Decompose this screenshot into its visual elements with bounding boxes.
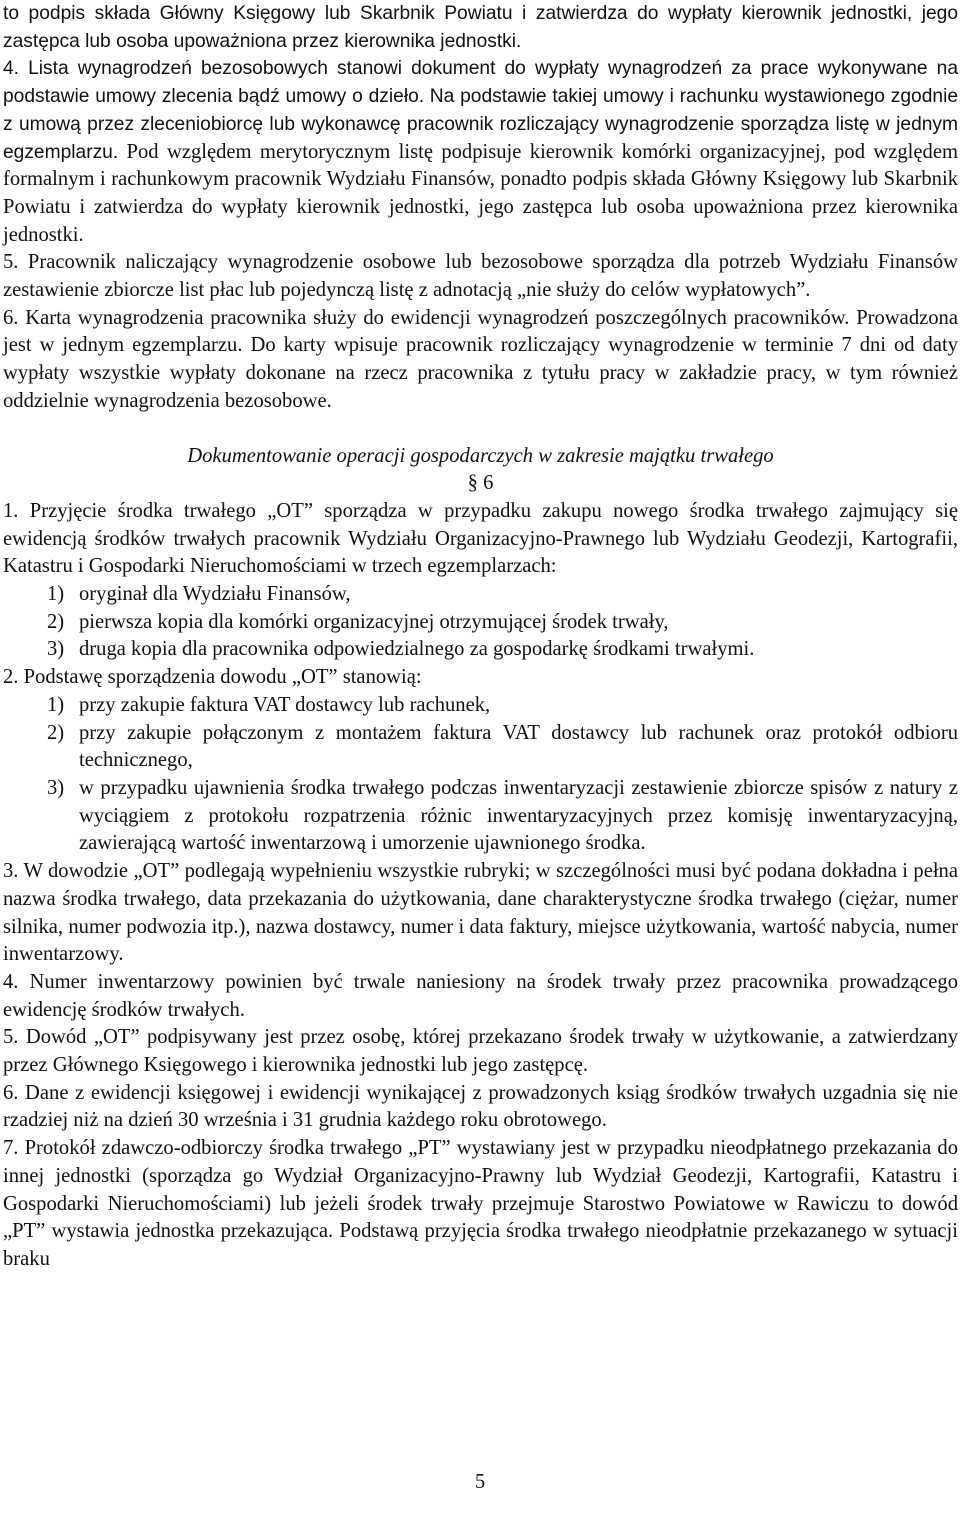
s3-paragraph: 3. W dowodzie „OT” podlegają wypełnieniu wszystkie rubryki; w szczególności musi być podana dokładna i pełna nazwa środka trwałego, data przekazania do użytkowania, dane charakterystyczne środka trwałego (ciężar, numer silnika, numer podwozia itp.), nazwa dostawcy, numer i data faktury, miejsce użytkowania, wartość nabycia, numer inwentarzowy. — [3, 860, 958, 966]
list-number: 1) — [47, 693, 65, 716]
item-6-part-b: Do karty wpisuje pracownik rozliczający wynagrodzenie w terminie 7 dni od daty wypłaty wszystkie wypłaty dokonane na rzecz pracownika z tytułu pracy w zakładzie pracy, w tym również oddzielnie wynagrodzenia bezosobowe. — [3, 334, 958, 412]
list-item — [3, 581, 958, 609]
list-text: przy zakupie faktura VAT dostawcy lub rachunek, — [79, 693, 491, 716]
s2-intro: 2. Podstawę sporządzenia dowodu „OT” stanowią: — [3, 666, 422, 689]
list-item — [3, 609, 958, 637]
list-text: pierwsza kopia dla komórki organizacyjnej otrzymującej środek trwały, — [79, 610, 669, 633]
list-text: druga kopia dla pracownika odpowiedzialnego za gospodarkę środkami trwałymi. — [79, 638, 755, 661]
s1-list — [3, 581, 958, 664]
item-4-part-c: Pod względem merytorycznym listę podpisuje kierownik komórki organizacyjnej, pod względem formalnym i rachunkowym pracownik Wydziału Finansów, ponadto podpis składa Główny Księgowy lub Skarbnik Powiatu i zatwierdza do wypłaty kierownik jednostki, jego zastępca lub osoba upoważniona przez kierownika jednostki. — [3, 140, 958, 246]
list-number: 1) — [47, 583, 65, 606]
s1-intro: 1. Przyjęcie środka trwałego „OT” sporządza w przypadku zakupu nowego środka trwałego zajmujący się ewidencją środków trwałych pracownik Wydziału Organizacyjno-Prawnego lub Wydziału Geodezji, Kartografii, Katastru i Gospodarki Nieruchomościami w trzech egzemplarzach: — [3, 499, 958, 578]
list-number: 3) — [47, 776, 65, 799]
list-item — [3, 720, 958, 775]
top-fragment: to podpis składa Główny Księgowy lub Skarbnik Powiatu i zatwierdza do wypłaty kierownik jednostki, jego zastępca lub osoba upoważniona przez kierownika jednostki. — [3, 3, 958, 52]
item-4-part-b: Na podstawie takiej umowy i rachunku wystawionego zgodnie z umową przez zleceniobiorcę lub wykonawcę pracownik rozliczający wynagrodzenie sporządza listę w jednym egzemplarzu. — [3, 86, 959, 163]
s7-paragraph: 7. Protokół zdawczo-odbiorczy środka trwałego „PT” wystawiany jest w przypadku nieodpłatnego przekazania do innej jednostki (sporządza go Wydział Organizacyjno-Prawny lub Wydział Geodezji, Kartografii, Katastru i Gospodarki Nieruchomościami) lub jeżeli środek trwały przejmuje Starostwo Powiatowe w Rawiczu to dowód „PT” wystawia jednostka przekazująca. Podstawą przyjęcia środka trwałego nieodpłatnie przekazanego w sytuacji braku — [3, 1137, 958, 1270]
s5-paragraph: 5. Dowód „OT” podpisywany jest przez osobę, której przekazano środek trwały w użytkowanie, a zatwierdzany przez Głównego Księgowego i kierownika jednostki lub jego zastępcę. — [3, 1026, 958, 1077]
section-heading: Dokumentowanie operacji gospodarczych w zakresie majątku trwałego — [187, 444, 774, 467]
item-4-part-a: 4. Lista wynagrodzeń bezosobowych stanowi dokument do wypłaty wynagrodzeń za prace wykonywane na podstawie umowy zlecenia bądź umowy o dzieło. — [3, 58, 958, 108]
list-number: 2) — [47, 721, 65, 744]
list-item — [3, 636, 958, 664]
page-number: 5 — [474, 1471, 486, 1493]
list-number: 3) — [47, 638, 65, 661]
item-6-part-a: 6. Karta wynagrodzenia pracownika służy do ewidencji wynagrodzeń poszczególnych pracowników. Prowadzona jest w jednym egzemplarzu. — [3, 306, 958, 357]
list-item — [3, 692, 958, 720]
s4-paragraph: 4. Numer inwentarzowy powinien być trwale naniesiony na środek trwały przez pracownika prowadzącego ewidencję środków trwałych. — [3, 970, 958, 1021]
list-number: 2) — [47, 610, 65, 633]
list-text: w przypadku ujawnienia środka trwałego podczas inwentaryzacji zestawienie zbiorcze spisów z natury z wyciągiem z protokołu rozpatrzenia różnic inwentaryzacyjnych przez komisję inwentaryzacyjną, zawierającą wartość inwentarzową i umorzenie ujawnionego środka. — [79, 776, 958, 855]
item-4 — [3, 55, 958, 249]
item-5: 5. Pracownik naliczający wynagrodzenie osobowe lub bezosobowe sporządza dla potrzeb Wydziału Finansów zestawienie zbiorcze list płac lub pojedynczą listę z adnotacją „nie służy do celów wypłatowych”. — [3, 251, 958, 302]
item-6 — [3, 305, 958, 416]
s6-paragraph: 6. Dane z ewidencji księgowej i ewidencji wynikającej z prowadzonych ksiąg środków trwałych uzgadnia się nie rzadziej niż na dzień 30 września i 31 grudnia każdego roku obrotowego. — [3, 1081, 958, 1132]
list-text: przy zakupie połączonym z montażem faktura VAT dostawcy lub rachunek oraz protokół odbioru technicznego, — [79, 721, 958, 772]
s2-list — [3, 692, 958, 858]
section-mark: § 6 — [467, 472, 494, 495]
list-text: oryginał dla Wydziału Finansów, — [79, 583, 351, 606]
list-item — [3, 775, 958, 858]
